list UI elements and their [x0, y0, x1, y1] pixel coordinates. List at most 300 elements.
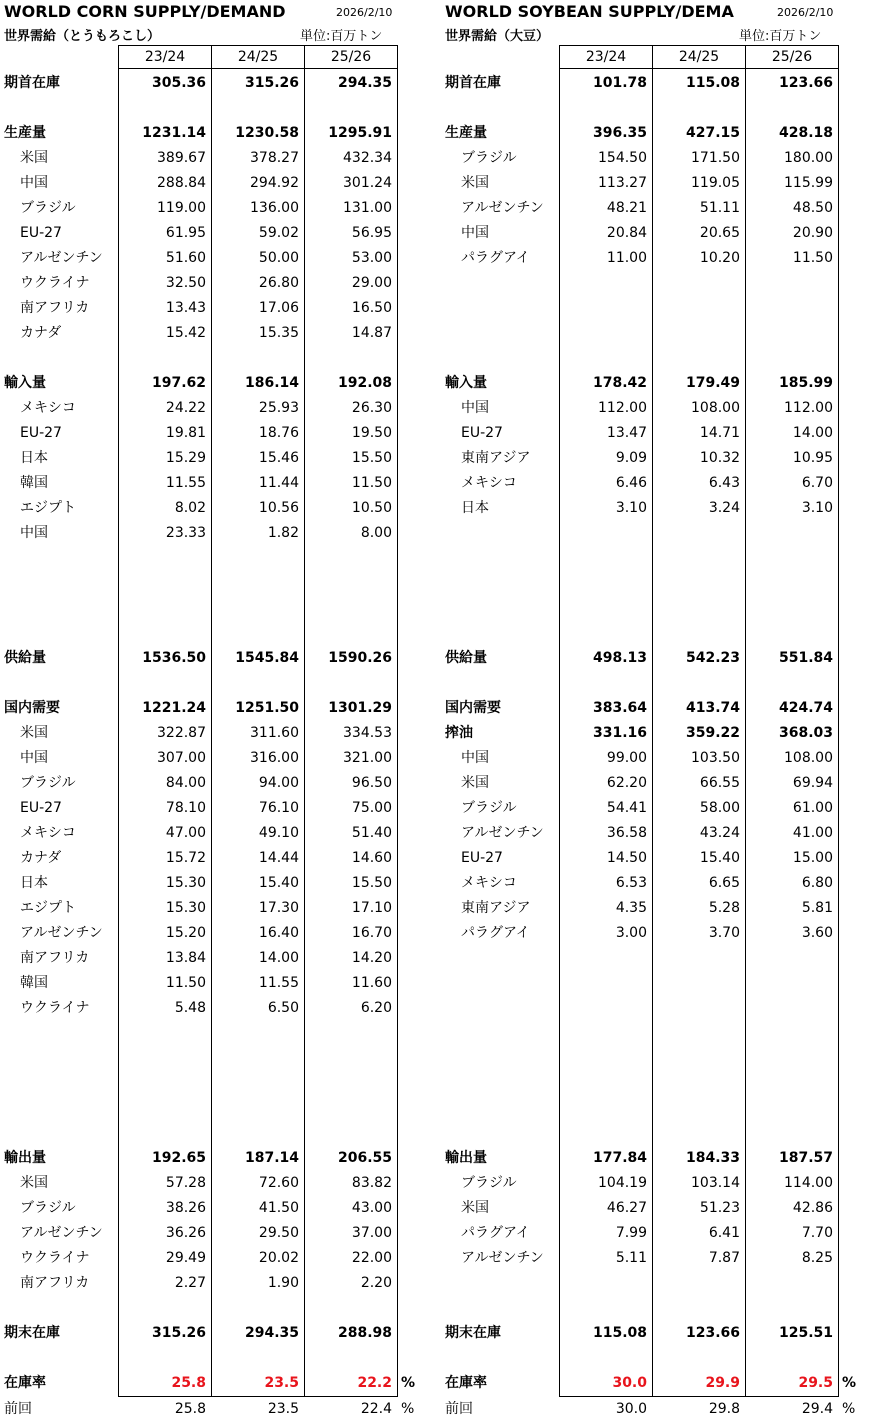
value-cell: 136.00: [250, 200, 299, 216]
value-cell: 424.74: [778, 700, 833, 716]
panel-subtitle: 世界需給（大豆）: [445, 29, 550, 44]
row-label: ウクライナ: [20, 1250, 90, 1266]
ratio-value: 23.5: [264, 1375, 299, 1391]
value-cell: 15.72: [165, 850, 206, 866]
value-cell: 96.50: [351, 775, 392, 791]
value-cell: 6.53: [615, 875, 647, 891]
table-section-row: [2, 71, 418, 96]
row-label: ウクライナ: [20, 1000, 90, 1016]
value-cell: 83.82: [351, 1175, 392, 1191]
value-cell: 316.00: [250, 750, 299, 766]
value-cell: 11.55: [258, 975, 299, 991]
value-cell: 25.93: [258, 400, 299, 416]
table-row: [443, 746, 859, 771]
ratio-value: 29.9: [705, 1375, 740, 1391]
value-cell: 428.18: [778, 125, 833, 141]
table-row: [2, 1271, 418, 1296]
column-header: 25/26: [745, 45, 839, 69]
table-row: [443, 1246, 859, 1271]
row-label: EU-27: [20, 800, 62, 816]
table-row: [2, 946, 418, 971]
row-label: 供給量: [4, 650, 46, 666]
ratio-value: 25.8: [171, 1375, 206, 1391]
row-label: 米国: [20, 725, 48, 741]
value-cell: 69.94: [792, 775, 833, 791]
value-cell: 113.27: [598, 175, 647, 191]
value-cell: 17.06: [258, 300, 299, 316]
value-cell: 15.30: [165, 900, 206, 916]
value-cell: 8.25: [801, 1250, 833, 1266]
table-section-row: [2, 371, 418, 396]
corn-panel: [2, 0, 418, 1423]
value-cell: 20.90: [792, 225, 833, 241]
value-cell: 10.32: [699, 450, 740, 466]
value-cell: 14.00: [792, 425, 833, 441]
value-cell: 288.98: [337, 1325, 392, 1341]
value-cell: 114.00: [784, 1175, 833, 1191]
value-cell: 56.95: [351, 225, 392, 241]
table-section-row: [443, 721, 859, 746]
value-cell: 427.15: [685, 125, 740, 141]
table-section-row: [443, 696, 859, 721]
value-cell: 2.27: [174, 1275, 206, 1291]
row-label: 前回: [4, 1401, 32, 1417]
value-cell: 7.87: [708, 1250, 740, 1266]
value-cell: 359.22: [685, 725, 740, 741]
value-cell: 187.14: [244, 1150, 299, 1166]
value-cell: 24.22: [165, 400, 206, 416]
row-label: EU-27: [461, 850, 503, 866]
value-cell: 104.19: [598, 1175, 647, 1191]
value-cell: 38.26: [165, 1200, 206, 1216]
value-cell: 41.50: [258, 1200, 299, 1216]
value-cell: 99.00: [606, 750, 647, 766]
value-cell: 49.10: [258, 825, 299, 841]
row-label: パラグアイ: [461, 250, 530, 266]
value-cell: 14.50: [606, 850, 647, 866]
column-header: 23/24: [118, 45, 212, 69]
table-row: [2, 446, 418, 471]
value-cell: 103.50: [691, 750, 740, 766]
value-cell: 20.02: [258, 1250, 299, 1266]
value-cell: 18.76: [258, 425, 299, 441]
value-cell: 11.50: [165, 975, 206, 991]
row-label: 輸入量: [445, 375, 487, 391]
value-cell: 6.43: [708, 475, 740, 491]
value-cell: 2.20: [360, 1275, 392, 1291]
row-label: ブラジル: [20, 200, 76, 216]
value-cell: 15.40: [699, 850, 740, 866]
value-cell: 192.65: [151, 1150, 206, 1166]
unit-label: 単位:百万トン: [300, 29, 383, 44]
value-cell: 184.33: [685, 1150, 740, 1166]
row-label: 前回: [445, 1401, 473, 1417]
value-cell: 22.00: [351, 1250, 392, 1266]
table-section-row: [2, 1146, 418, 1171]
row-label: 中国: [461, 750, 489, 766]
previous-value: 23.5: [267, 1401, 299, 1417]
percent-suffix: %: [401, 1401, 415, 1417]
value-cell: 108.00: [784, 750, 833, 766]
value-cell: 76.10: [258, 800, 299, 816]
row-label: 韓国: [20, 475, 48, 491]
row-label: 生産量: [4, 125, 46, 141]
value-cell: 4.35: [615, 900, 647, 916]
row-label: メキシコ: [461, 475, 517, 491]
value-cell: 101.78: [592, 75, 647, 91]
value-cell: 53.00: [351, 250, 392, 266]
value-cell: 311.60: [250, 725, 299, 741]
value-cell: 315.26: [244, 75, 299, 91]
table-section-row: [2, 646, 418, 671]
table-row: [443, 196, 859, 221]
value-cell: 20.84: [606, 225, 647, 241]
value-cell: 378.27: [250, 150, 299, 166]
value-cell: 123.66: [685, 1325, 740, 1341]
value-cell: 14.71: [699, 425, 740, 441]
value-cell: 294.35: [244, 1325, 299, 1341]
value-cell: 29.50: [258, 1225, 299, 1241]
table-row: [2, 996, 418, 1021]
row-label: 期末在庫: [4, 1325, 60, 1341]
ratio-value: 29.5: [798, 1375, 833, 1391]
row-label: エジプト: [20, 900, 76, 916]
row-label: カナダ: [20, 850, 62, 866]
report-date: 2026/2/10: [777, 6, 834, 19]
value-cell: 54.41: [606, 800, 647, 816]
value-cell: 94.00: [258, 775, 299, 791]
row-label: ウクライナ: [20, 275, 90, 291]
value-cell: 15.50: [351, 875, 392, 891]
value-cell: 9.09: [615, 450, 647, 466]
value-cell: 62.20: [606, 775, 647, 791]
value-cell: 15.35: [258, 325, 299, 341]
value-cell: 154.50: [598, 150, 647, 166]
row-label: 中国: [20, 525, 48, 541]
row-label: EU-27: [20, 425, 62, 441]
table-section-row: [443, 371, 859, 396]
value-cell: 26.80: [258, 275, 299, 291]
report-date: 2026/2/10: [336, 6, 393, 19]
stock-ratio-row: [443, 1371, 859, 1396]
table-row: [443, 1196, 859, 1221]
table-row: [443, 1221, 859, 1246]
value-cell: 301.24: [343, 175, 392, 191]
value-cell: 125.51: [778, 1325, 833, 1341]
table-row: [443, 221, 859, 246]
value-cell: 119.05: [691, 175, 740, 191]
value-cell: 15.46: [258, 450, 299, 466]
stock-ratio-row: [2, 1371, 418, 1396]
table-section-row: [443, 1321, 859, 1346]
column-header: 25/26: [304, 45, 398, 69]
value-cell: 6.46: [615, 475, 647, 491]
row-label: 南アフリカ: [20, 950, 90, 966]
value-cell: 14.60: [351, 850, 392, 866]
row-label: パラグアイ: [461, 1225, 530, 1241]
value-cell: 103.14: [691, 1175, 740, 1191]
value-cell: 13.47: [606, 425, 647, 441]
value-cell: 51.11: [699, 200, 740, 216]
value-cell: 5.48: [174, 1000, 206, 1016]
value-cell: 19.81: [165, 425, 206, 441]
value-cell: 15.42: [165, 325, 206, 341]
value-cell: 15.29: [165, 450, 206, 466]
row-label: 期末在庫: [445, 1325, 501, 1341]
value-cell: 185.99: [778, 375, 833, 391]
row-label: 東南アジア: [461, 900, 531, 916]
row-label: 搾油: [445, 725, 473, 741]
value-cell: 6.41: [708, 1225, 740, 1241]
value-cell: 3.70: [708, 925, 740, 941]
table-section-row: [443, 1146, 859, 1171]
value-cell: 20.65: [699, 225, 740, 241]
value-cell: 15.00: [792, 850, 833, 866]
soybean-panel: [443, 0, 859, 1423]
row-label: 米国: [461, 175, 489, 191]
row-label: 日本: [461, 500, 489, 516]
row-label: 米国: [20, 150, 48, 166]
value-cell: 187.57: [778, 1150, 833, 1166]
value-cell: 368.03: [778, 725, 833, 741]
value-cell: 47.00: [165, 825, 206, 841]
value-cell: 288.84: [157, 175, 206, 191]
row-label: ブラジル: [461, 1175, 517, 1191]
table-row: [2, 171, 418, 196]
previous-value: 25.8: [174, 1401, 206, 1417]
value-cell: 112.00: [784, 400, 833, 416]
value-cell: 115.08: [685, 75, 740, 91]
row-label: 国内需要: [445, 700, 501, 716]
table-row: [443, 771, 859, 796]
column-header: 23/24: [559, 45, 653, 69]
value-cell: 57.28: [165, 1175, 206, 1191]
row-label: メキシコ: [20, 825, 76, 841]
value-cell: 41.00: [792, 825, 833, 841]
row-label: 米国: [20, 1175, 48, 1191]
table-section-row: [443, 646, 859, 671]
value-cell: 15.30: [165, 875, 206, 891]
table-row: [2, 971, 418, 996]
table-row: [2, 221, 418, 246]
value-cell: 1545.84: [235, 650, 299, 666]
value-cell: 16.50: [351, 300, 392, 316]
row-label: 韓国: [20, 975, 48, 991]
value-cell: 1536.50: [142, 650, 206, 666]
value-cell: 6.80: [801, 875, 833, 891]
value-cell: 10.56: [258, 500, 299, 516]
value-cell: 7.99: [615, 1225, 647, 1241]
row-label: アルゼンチン: [20, 925, 103, 941]
table-row: [2, 496, 418, 521]
value-cell: 37.00: [351, 1225, 392, 1241]
row-label: 生産量: [445, 125, 487, 141]
value-cell: 197.62: [151, 375, 206, 391]
table-row: [443, 146, 859, 171]
row-label: 中国: [20, 750, 48, 766]
row-label: ブラジル: [20, 775, 76, 791]
table-section-row: [2, 121, 418, 146]
previous-value: 30.0: [615, 1401, 647, 1417]
value-cell: 48.50: [792, 200, 833, 216]
table-row: [2, 1171, 418, 1196]
value-cell: 32.50: [165, 275, 206, 291]
value-cell: 1.82: [267, 525, 299, 541]
value-cell: 43.00: [351, 1200, 392, 1216]
value-cell: 6.20: [360, 1000, 392, 1016]
value-cell: 46.27: [606, 1200, 647, 1216]
table-row: [2, 196, 418, 221]
value-cell: 11.55: [165, 475, 206, 491]
value-cell: 1230.58: [235, 125, 299, 141]
unit-label: 単位:百万トン: [739, 29, 822, 44]
table-row: [443, 1171, 859, 1196]
panel-title: WORLD CORN SUPPLY/DEMAND: [4, 2, 286, 21]
ratio-value: 30.0: [612, 1375, 647, 1391]
value-cell: 17.30: [258, 900, 299, 916]
value-cell: 10.50: [351, 500, 392, 516]
row-label: 中国: [461, 400, 489, 416]
row-label: EU-27: [461, 425, 503, 441]
table-row: [443, 796, 859, 821]
value-cell: 29.00: [351, 275, 392, 291]
value-cell: 3.24: [708, 500, 740, 516]
row-label: メキシコ: [20, 400, 76, 416]
table-row: [2, 846, 418, 871]
value-cell: 15.40: [258, 875, 299, 891]
value-cell: 119.00: [157, 200, 206, 216]
table-row: [2, 771, 418, 796]
row-label: 米国: [461, 775, 489, 791]
table-row: [2, 721, 418, 746]
previous-value: 22.4: [360, 1401, 392, 1417]
value-cell: 51.60: [165, 250, 206, 266]
table-row: [2, 796, 418, 821]
value-cell: 84.00: [165, 775, 206, 791]
value-cell: 50.00: [258, 250, 299, 266]
value-cell: 131.00: [343, 200, 392, 216]
value-cell: 10.95: [792, 450, 833, 466]
value-cell: 1301.29: [328, 700, 392, 716]
value-cell: 11.60: [351, 975, 392, 991]
value-cell: 13.84: [165, 950, 206, 966]
value-cell: 8.00: [360, 525, 392, 541]
table-row: [443, 446, 859, 471]
value-cell: 51.23: [699, 1200, 740, 1216]
panel-subtitle: 世界需給（とうもろこし）: [4, 29, 161, 44]
row-label: 在庫率: [4, 1375, 46, 1391]
value-cell: 180.00: [784, 150, 833, 166]
value-cell: 389.67: [157, 150, 206, 166]
value-cell: 5.28: [708, 900, 740, 916]
value-cell: 294.92: [250, 175, 299, 191]
row-label: 期首在庫: [445, 75, 501, 91]
row-label: 南アフリカ: [20, 1275, 90, 1291]
value-cell: 23.33: [165, 525, 206, 541]
value-cell: 3.60: [801, 925, 833, 941]
previous-value: 29.8: [708, 1401, 740, 1417]
value-cell: 48.21: [606, 200, 647, 216]
value-cell: 61.00: [792, 800, 833, 816]
row-label: 国内需要: [4, 700, 60, 716]
row-label: 中国: [20, 175, 48, 191]
value-cell: 322.87: [157, 725, 206, 741]
value-cell: 413.74: [685, 700, 740, 716]
value-cell: 305.36: [151, 75, 206, 91]
value-cell: 123.66: [778, 75, 833, 91]
value-cell: 10.20: [699, 250, 740, 266]
table-row: [2, 321, 418, 346]
value-cell: 1590.26: [328, 650, 392, 666]
ratio-value: 22.2: [357, 1375, 392, 1391]
row-label: アルゼンチン: [20, 250, 103, 266]
value-cell: 551.84: [778, 650, 833, 666]
value-cell: 206.55: [337, 1150, 392, 1166]
value-cell: 13.43: [165, 300, 206, 316]
value-cell: 11.00: [606, 250, 647, 266]
row-label: 期首在庫: [4, 75, 60, 91]
value-cell: 61.95: [165, 225, 206, 241]
previous-row: [2, 1397, 418, 1422]
row-label: パラグアイ: [461, 925, 530, 941]
table-row: [2, 271, 418, 296]
value-cell: 36.26: [165, 1225, 206, 1241]
table-row: [443, 171, 859, 196]
table-section-row: [2, 696, 418, 721]
value-cell: 5.11: [615, 1250, 647, 1266]
percent-suffix: %: [842, 1375, 857, 1391]
value-cell: 108.00: [691, 400, 740, 416]
value-cell: 17.10: [351, 900, 392, 916]
value-cell: 19.50: [351, 425, 392, 441]
previous-value: 29.4: [801, 1401, 833, 1417]
value-cell: 42.86: [792, 1200, 833, 1216]
value-cell: 112.00: [598, 400, 647, 416]
value-cell: 14.20: [351, 950, 392, 966]
value-cell: 6.65: [708, 875, 740, 891]
table-row: [443, 896, 859, 921]
row-label: アルゼンチン: [461, 1250, 544, 1266]
value-cell: 36.58: [606, 825, 647, 841]
row-label: 日本: [20, 450, 48, 466]
table-row: [2, 921, 418, 946]
row-label: ブラジル: [461, 800, 517, 816]
value-cell: 14.00: [258, 950, 299, 966]
value-cell: 3.00: [615, 925, 647, 941]
table-section-row: [443, 71, 859, 96]
value-cell: 334.53: [343, 725, 392, 741]
value-cell: 171.50: [691, 150, 740, 166]
value-cell: 15.50: [351, 450, 392, 466]
table-row: [2, 146, 418, 171]
value-cell: 29.49: [165, 1250, 206, 1266]
row-label: 輸入量: [4, 375, 46, 391]
value-cell: 6.70: [801, 475, 833, 491]
value-cell: 307.00: [157, 750, 206, 766]
value-cell: 542.23: [685, 650, 740, 666]
table-row: [2, 1246, 418, 1271]
table-row: [443, 246, 859, 271]
row-label: カナダ: [20, 325, 62, 341]
row-label: アルゼンチン: [20, 1225, 103, 1241]
value-cell: 16.40: [258, 925, 299, 941]
value-cell: 396.35: [592, 125, 647, 141]
value-cell: 59.02: [258, 225, 299, 241]
value-cell: 75.00: [351, 800, 392, 816]
value-cell: 15.20: [165, 925, 206, 941]
table-row: [2, 746, 418, 771]
table-row: [2, 896, 418, 921]
